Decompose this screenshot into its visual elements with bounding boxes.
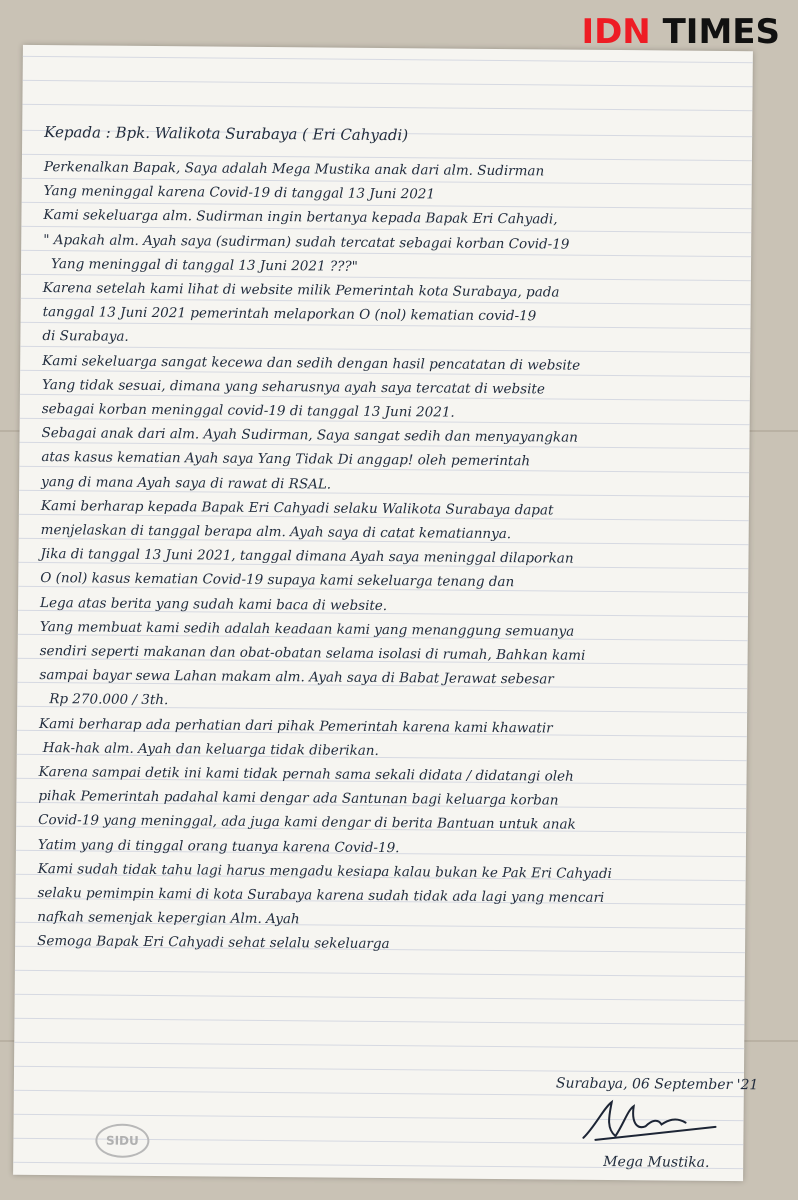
letter-line: Covid-19 yang meninggal, ada juga kami dengar di berita Bantuan untuk anak xyxy=(38,812,576,834)
letter-line: Kami berharap kepada Bapak Eri Cahyadi selaku Walikota Surabaya dapat xyxy=(40,497,554,519)
handwritten-signature xyxy=(575,1096,725,1147)
letter-line: sendiri seperti makanan dan obat-obatan selama isolasi di rumah, Bahkan kami xyxy=(39,643,586,664)
letter-paper xyxy=(13,45,759,1181)
letter-line: " Apakah alm. Ayah saya (sudirman) sudah tercatat sebagai korban Covid-19 xyxy=(43,231,570,253)
letter-line: Yang meninggal di tanggal 13 Juni 2021 ???" xyxy=(50,255,358,275)
letter-line: menjelaskan di tanggal berapa alm. Ayah saya di catat kematiannya. xyxy=(40,522,512,543)
letter-line: Kami sekeluarga alm. Sudirman ingin bertanya kepada Bapak Eri Cahyadi, xyxy=(43,207,558,228)
letter-line: Hak-hak alm. Ayah dan keluarga tidak diberikan. xyxy=(42,739,379,759)
letter-line: Lega atas berita yang sudah kami baca di website. xyxy=(40,594,388,614)
letter-line: Karena sampai detik ini kami tidak pernah sama sekali didata / didatangi oleh xyxy=(38,764,574,785)
letter-line: O (nol) kasus kematian Covid-19 supaya kami sekeluarga tenang dan xyxy=(40,570,515,591)
letter-line: Kami sekeluarga sangat kecewa dan sedih dengan hasil pencatatan di website xyxy=(42,352,581,374)
letter-line: Yang meninggal karena Covid-19 di tanggal 13 Juni 2021 xyxy=(43,183,436,203)
letter-line: selaku pemimpin kami di kota Surabaya karena sudah tidak ada lagi yang mencari xyxy=(37,884,605,906)
letter-line: Kami berharap ada perhatian dari pihak Pemerintah karena kami khawatir xyxy=(38,715,553,737)
stamp-seal: SIDU xyxy=(95,1124,149,1158)
letter-line: Yang tidak sesuai, dimana yang seharusnya ayah saya tercatat di website xyxy=(41,376,545,398)
letter-line: atas kasus kematian Ayah saya Yang Tidak Di anggap! oleh pemerintah xyxy=(41,449,531,470)
letter-line: Yatim yang di tinggal orang tuanya karena Covid-19. xyxy=(37,836,400,856)
letter-line: nafkah semenjak kepergian Alm. Ayah xyxy=(37,909,300,928)
logo-idn: IDN xyxy=(581,12,651,52)
letter-line: Yang membuat kami sedih adalah keadaan kami yang menanggung semuanya xyxy=(39,618,575,640)
letter-line: pihak Pemerintah padahal kami dengar ada Santunan bagi keluarga korban xyxy=(38,788,559,809)
signer-name: Mega Mustika. xyxy=(603,1153,710,1171)
letter-line: Karena setelah kami lihat di website milik Pemerintah kota Surabaya, pada xyxy=(42,280,560,301)
idn-times-logo xyxy=(581,12,780,52)
letter-address: Kepada : Bpk. Walikota Surabaya ( Eri Cahyadi) xyxy=(44,123,409,145)
letter-line: Kami sudah tidak tahu lagi harus mengadu kesiapa kalau bukan ke Pak Eri Cahyadi xyxy=(37,860,612,882)
letter-line: di Surabaya. xyxy=(42,328,129,346)
letter-line: Sebagai anak dari alm. Ayah Sudirman, Saya sangat sedih dan menyayangkan xyxy=(41,425,578,446)
letter-line: tanggal 13 Juni 2021 pemerintah melaporkan O (nol) kematian covid-19 xyxy=(42,304,537,325)
letter-line: sampai bayar sewa Lahan makam alm. Ayah saya di Babat Jerawat sebesar xyxy=(39,667,554,688)
logo-times: TIMES xyxy=(662,12,780,52)
letter-line: Semoga Bapak Eri Cahyadi sehat selalu sekeluarga xyxy=(37,933,390,953)
letter-line: Rp 270.000 / 3th. xyxy=(49,691,169,709)
letter-line: yang di mana Ayah saya di rawat di RSAL. xyxy=(41,473,332,493)
letter-line: sebagai korban meninggal covid-19 di tanggal 13 Juni 2021. xyxy=(41,401,455,421)
letter-line: Jika di tanggal 13 Juni 2021, tanggal dimana Ayah saya meninggal dilaporkan xyxy=(40,546,574,567)
place-date: Surabaya, 06 September '21 xyxy=(555,1075,759,1094)
letter-line: Perkenalkan Bapak, Saya adalah Mega Mustika anak dari alm. Sudirman xyxy=(43,159,545,180)
